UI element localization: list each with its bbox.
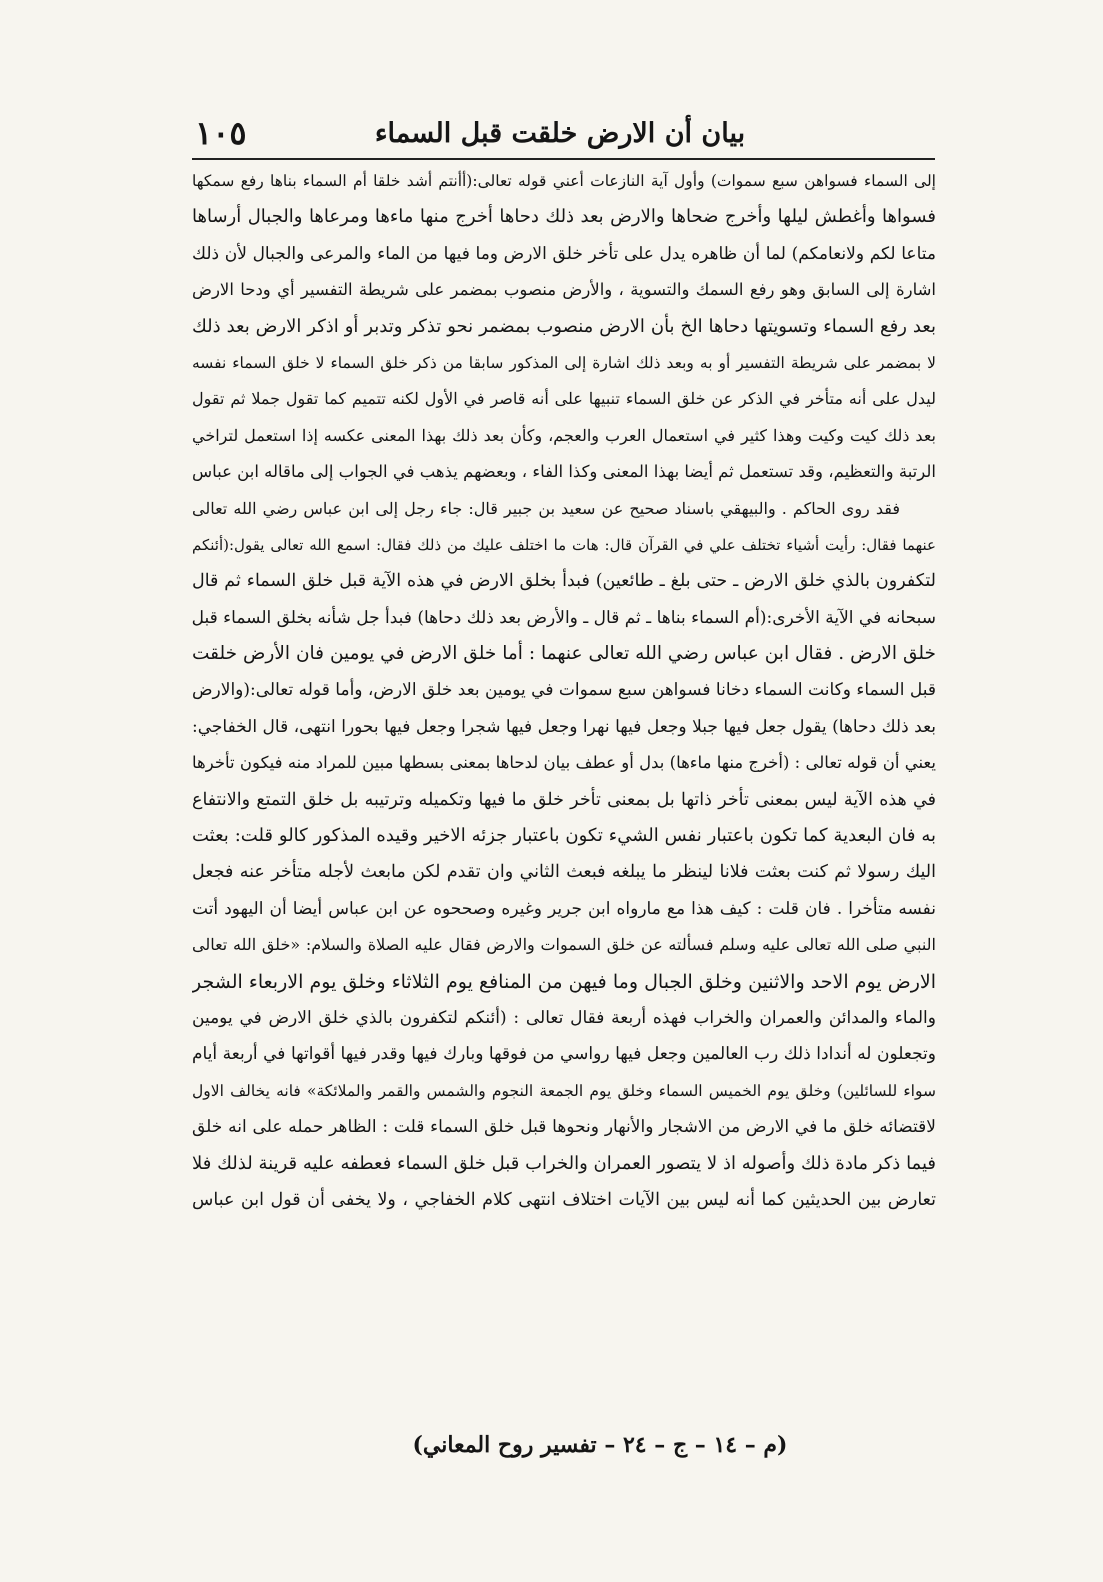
text-line: فيما ذكر مادة ذلك وأصوله اذ لا يتصور العمران والخراب قبل خلق السماء فعطفه عليه قرينة لذلك فلا [192, 1152, 936, 1174]
text-line: لتكفرون بالذي خلق الارض ـ حتى بلغ ـ طائعين) فبدأ بخلق الارض في هذه الآية قبل خلق السماء ثم قال [192, 571, 936, 592]
text-line: والماء والمدائن والعمران والخراب فهذه أربعة فقال تعالى : (أئنكم لتكفرون بالذي خلق الارض في يومين [192, 1007, 936, 1028]
text-line: خلق الارض . فقال ابن عباس رضي الله تعالى عنهما : أما خلق الارض في يومين فان الأرض خلقت [192, 643, 936, 665]
page-number: ١٠٥ [195, 114, 247, 152]
footer-signature: (م – ١٤ – ج – ٢٤ – تفسير روح المعاني) [412, 1432, 788, 1458]
text-line: إلى السماء فسواهن سبع سموات) وأول آية النازعات أعني قوله تعالى:(أأنتم أشد خلقا أم السماء بناها رفع سمكها [192, 172, 936, 190]
text-line: لاقتضائه خلق ما في الارض من الاشجار والأنهار ونحوها قبل خلق السماء قلت : الظاهر حمله على انه خلق [192, 1117, 936, 1138]
text-line: سواء للسائلين) وخلق يوم الخميس السماء وخلق يوم الجمعة النجوم والشمس والقمر والملائكة» فانه يخالف الاول [192, 1081, 936, 1100]
body-text [192, 163, 936, 1218]
text-line: الرتبة والتعظيم، وقد تستعمل ثم أيضا بهذا المعنى وكذا الفاء ، وبعضهم يذهب في الجواب إلى ماقاله ابن عباس [192, 462, 936, 482]
text-line: به فان البعدية كما تكون باعتبار نفس الشيء تكون باعتبار جزئه الاخير وقيده المذكور كالو قلت: بعثت [192, 825, 936, 847]
text-line: سبحانه في الآية الأخرى:(أم السماء بناها ـ ثم قال ـ والأرض بعد ذلك دحاها) فبدأ جل شأنه بخلق السماء قبل [192, 607, 936, 628]
text-line: وتجعلون له أندادا ذلك رب العالمين وجعل فيها رواسي من فوقها وبارك فيها وقدر فيها أقواتها في أربعة أيام [192, 1044, 936, 1065]
text-line: في هذه الآية ليس بمعنى تأخر ذاتها بل بمعنى تأخر خلق ما فيها وتكميله وترتيبه بل خلق التمتع والانتفاع [192, 789, 936, 810]
text-line: نفسه متأخرا . فان قلت : كيف هذا مع مارواه ابن جرير وغيره وصححوه عن ابن عباس أيضا أن اليهود أتت [192, 898, 936, 919]
text-line: يعني أن قوله تعالى : (أخرج منها ماءها) بدل أو عطف بيان لدحاها بمعنى بسطها مبين للمراد منه فيكون تأخرها [192, 753, 936, 773]
text-line: فسواها وأغطش ليلها وأخرج ضحاها والارض بعد ذلك دحاها أخرج منها ماءها ومرعاها والجبال أرساها [192, 206, 936, 228]
text-line: اشارة إلى السابق وهو رفع السمك والتسوية ، والأرض منصوب بمضمر على شريطة التفسير أي ودحا الارض [192, 280, 936, 300]
text-line: عنهما فقال: رأيت أشياء تختلف علي في القرآن قال: هات ما اختلف عليك من ذلك فقال: اسمع الله تعالى يقول:(أئنكم [192, 535, 936, 554]
text-line: لا بمضمر على شريطة التفسير أو به وبعد ذلك اشارة إلى المذكور سابقا من ذكر خلق السماء لا خلق السماء نفسه [192, 353, 936, 372]
text-line: تعارض بين الحديثين كما أنه ليس بين الآيات اختلاف انتهى كلام الخفاجي ، ولا يخفى أن قول ابن عباس [192, 1189, 936, 1210]
text-line: اليك رسولا ثم كنت بعثت فلانا لينظر ما يبلغه فبعث الثاني وان تقدم لكن مابعث لأجله متأخر عنه فجعل [192, 862, 936, 883]
paragraph-start-line: فقد روى الحاكم . والبيهقي باسناد صحيح عن سعيد بن جبير قال: جاء رجل إلى ابن عباس رضي الله تعالى [192, 498, 900, 518]
text-line: ليدل على أنه متأخر في الذكر عن خلق السماء تنبيها على أنه قاصر في الأول لكنه تتميم كما تقول جملا ثم تقول [192, 389, 936, 409]
text-line: بعد رفع السماء وتسويتها دحاها الخ بأن الارض منصوب بمضمر نحو تذكر وتدبر أو اذكر الارض بعد ذلك [192, 315, 936, 337]
text-line: بعد ذلك دحاها) يقول جعل فيها جبلا وجعل فيها نهرا وجعل فيها شجرا وجعل فيها بحورا انتهى، قال الخفاجي: [192, 716, 936, 737]
text-line: قبل السماء وكانت السماء دخانا فسواهن سبع سموات في يومين بعد خلق الارض، وأما قوله تعالى:(والارض [192, 680, 936, 701]
text-line: متاعا لكم ولانعامكم) لما أن ظاهره يدل على تأخر خلق الارض وما فيها من الماء والمرعى والجبال لأن ذلك [192, 243, 936, 264]
running-header-title: بيان أن الارض خلقت قبل السماء [374, 118, 746, 149]
text-line: النبي صلى الله تعالى عليه وسلم فسألته عن خلق السموات والارض فقال عليه الصلاة والسلام: «خلق الله تعالى [192, 935, 936, 955]
header-rule [192, 158, 935, 160]
text-line: بعد ذلك كيت وكيت وهذا كثير في استعمال العرب والعجم، وكأن بعد ذلك بهذا المعنى عكسه إذا استعمل لتراخي [192, 425, 936, 445]
text-line: الارض يوم الاحد والاثنين وخلق الجبال وما فيهن من المنافع يوم الثلاثاء وخلق يوم الاربعاء الشجر [192, 970, 936, 993]
